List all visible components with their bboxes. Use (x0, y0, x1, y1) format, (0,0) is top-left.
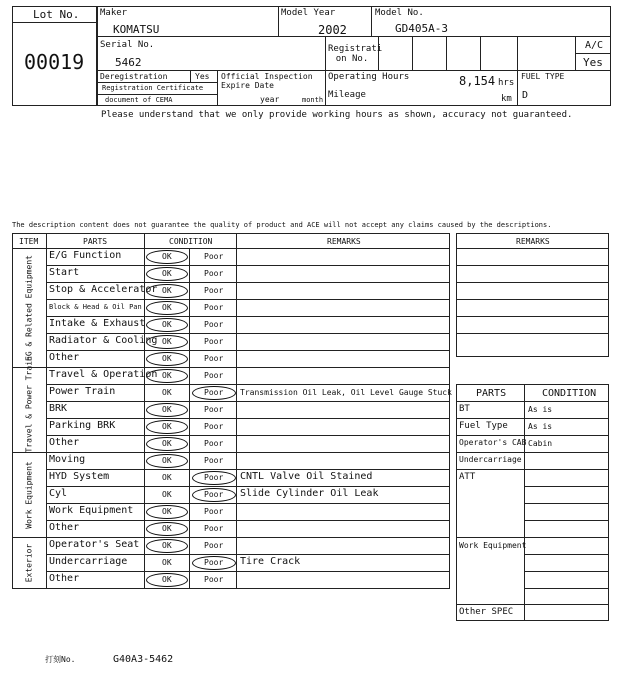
part-label: Start (49, 267, 80, 278)
group-label: Travel & Power Train (24, 355, 33, 452)
cema-label: document of CEMA (105, 96, 173, 104)
ac-value: Yes (583, 56, 603, 69)
remark-text: Slide Cylinder Oil Leak (240, 488, 379, 499)
header-remarks: REMARKS (327, 237, 361, 246)
poor-selected-mark (192, 386, 236, 400)
ok-label: OK (162, 269, 172, 278)
poor-label: Poor (204, 575, 224, 584)
poor-label: Poor (204, 524, 224, 533)
ok-label: OK (162, 524, 172, 533)
row-divider (46, 265, 450, 266)
hours-note: Please understand that we only provide working hours as shown, accuracy not guaranteed. (101, 110, 573, 120)
registration-label: Registrati on No. (328, 44, 383, 65)
spec-part-bt: BT (459, 404, 470, 414)
maker-value: KOMATSU (113, 23, 160, 36)
group-label: Exterior (24, 543, 33, 582)
ok-selected-mark (146, 250, 188, 264)
spec-cond-operator-cab: Cabin (528, 439, 553, 448)
disclaimer: The description content does not guarantee the quality of product and ACE will not accept any claims caused by the descriptions. (12, 221, 552, 229)
ok-selected-mark (146, 335, 188, 349)
ok-label: OK (162, 558, 172, 567)
row-divider (46, 418, 450, 419)
ok-label: OK (162, 541, 172, 550)
row-divider (46, 469, 450, 470)
poor-label: Poor (204, 439, 224, 448)
spec-part-work-equipment: Work Equipment (459, 541, 527, 550)
spec-cond-bt: As is (528, 405, 553, 414)
deregistration-label: Deregistration (100, 72, 168, 81)
part-label: E/G Function (49, 250, 122, 261)
ok-selected-mark (146, 505, 188, 519)
part-label: Other (49, 437, 80, 448)
fuel-type-value: D (522, 90, 529, 101)
operating-hours-value: 8,154 (459, 74, 496, 88)
mileage-label: Mileage (328, 90, 366, 100)
serial-value: 5462 (115, 56, 142, 69)
poor-label: Poor (204, 320, 224, 329)
lot-number: 00019 (24, 50, 85, 74)
serial-label: Serial No. (100, 40, 155, 50)
ok-label: OK (162, 456, 172, 465)
spec-part-att: ATT (459, 472, 476, 482)
stamp-number: G40A3-5462 (113, 654, 174, 665)
poor-label: Poor (204, 558, 224, 567)
ok-selected-mark (146, 539, 188, 553)
part-label: Radiator & Cooling (49, 335, 158, 346)
ok-label: OK (162, 303, 172, 312)
poor-label: Poor (204, 422, 224, 431)
group-divider (12, 452, 450, 453)
row-divider (46, 401, 450, 402)
ok-label: OK (162, 354, 172, 363)
ok-selected-mark (146, 454, 188, 468)
remark-text: Transmission Oil Leak, Oil Level Gauge Stuck (240, 388, 452, 397)
ok-label: OK (162, 320, 172, 329)
poor-label: Poor (204, 473, 224, 482)
remark-text: Tire Crack (240, 556, 301, 567)
operating-hours-label: Operating Hours (328, 72, 410, 82)
row-divider (46, 333, 450, 334)
group-divider (12, 588, 450, 589)
poor-selected-mark (192, 471, 236, 485)
poor-label: Poor (204, 490, 224, 499)
inspection-label: Official Inspection Expire Date (221, 72, 313, 91)
row-divider (46, 503, 450, 504)
row-divider (46, 486, 450, 487)
ok-selected-mark (146, 573, 188, 587)
poor-label: Poor (204, 371, 224, 380)
fuel-type-label: FUEL TYPE (521, 72, 565, 81)
part-label: Parking BRK (49, 420, 116, 431)
ok-selected-mark (146, 318, 188, 332)
year-label: year (260, 95, 280, 104)
spec-part-other-spec: Other SPEC (459, 607, 514, 617)
part-label: Operator's Seat (49, 539, 140, 550)
ok-label: OK (162, 422, 172, 431)
poor-label: Poor (204, 405, 224, 414)
group-label: Work Equipment (24, 460, 33, 529)
ok-selected-mark (146, 267, 188, 281)
poor-label: Poor (204, 456, 224, 465)
part-label: Other (49, 573, 80, 584)
row-divider (46, 520, 450, 521)
part-label: Work Equipment (49, 505, 134, 516)
poor-label: Poor (204, 303, 224, 312)
part-label: Block & Head & Oil Pan (49, 303, 142, 311)
ok-selected-mark (146, 284, 188, 298)
month-label: month (302, 96, 324, 104)
part-label: Undercarriage (49, 556, 128, 567)
ok-label: OK (162, 337, 172, 346)
ok-label: OK (162, 405, 172, 414)
ok-label: OK (162, 490, 172, 499)
group-divider (12, 367, 450, 368)
part-label: HYD System (49, 471, 110, 482)
poor-label: Poor (204, 354, 224, 363)
ok-label: OK (162, 473, 172, 482)
ok-label: OK (162, 507, 172, 516)
maker-label: Maker (100, 8, 128, 18)
part-label: Stop & Accelerator (49, 284, 158, 295)
part-label: Power Train (49, 386, 116, 397)
row-divider (46, 384, 450, 385)
ok-selected-mark (146, 369, 188, 383)
poor-label: Poor (204, 388, 224, 397)
spec-header-condition: CONDITION (542, 388, 597, 399)
poor-selected-mark (192, 556, 236, 570)
part-label: BRK (49, 403, 68, 414)
group-divider (12, 537, 450, 538)
poor-label: Poor (204, 252, 224, 261)
row-divider (46, 299, 450, 300)
ok-selected-mark (146, 352, 188, 366)
right-remarks-header: REMARKS (516, 237, 550, 246)
part-label: Intake & Exhaust (49, 318, 146, 329)
spec-part-fuel-type: Fuel Type (459, 421, 508, 431)
ok-label: OK (162, 371, 172, 380)
registration-certificate-label: Registration Certificate (102, 84, 204, 92)
row-divider (46, 282, 450, 283)
poor-label: Poor (204, 337, 224, 346)
row-divider (46, 435, 450, 436)
ok-label: OK (162, 252, 172, 261)
model-year-value: 2002 (318, 23, 347, 37)
poor-label: Poor (204, 541, 224, 550)
deregistration-value: Yes (195, 72, 210, 81)
row-divider (46, 350, 450, 351)
part-label: Cyl (49, 488, 68, 499)
part-label: Travel & Operation (49, 369, 158, 380)
ac-label: A/C (585, 40, 604, 51)
part-label: Moving (49, 454, 86, 465)
km-label: km (501, 94, 512, 104)
group-label: EG & Related Equipment (24, 254, 33, 361)
part-label: Other (49, 352, 80, 363)
hrs-label: hrs (498, 78, 515, 88)
ok-selected-mark (146, 437, 188, 451)
model-year-label: Model Year (281, 8, 336, 18)
row-divider (46, 571, 450, 572)
remark-text: CNTL Valve Oil Stained (240, 471, 373, 482)
model-no-value: GD405A-3 (395, 22, 448, 35)
ok-selected-mark (146, 301, 188, 315)
ok-label: OK (162, 388, 172, 397)
stamp-label: 打刻No. (45, 655, 76, 664)
ok-selected-mark (146, 403, 188, 417)
spec-cond-fuel-type: As is (528, 422, 553, 431)
spec-header-parts: PARTS (476, 388, 507, 399)
row-divider (46, 316, 450, 317)
part-label: Other (49, 522, 80, 533)
ok-label: OK (162, 286, 172, 295)
header-condition: CONDITION (169, 237, 213, 246)
header-parts: PARTS (83, 237, 108, 246)
header-item: ITEM (19, 237, 39, 246)
ok-selected-mark (146, 522, 188, 536)
lot-label: Lot No. (33, 8, 80, 21)
ok-label: OK (162, 575, 172, 584)
ok-label: OK (162, 439, 172, 448)
poor-label: Poor (204, 507, 224, 516)
poor-selected-mark (192, 488, 236, 502)
poor-label: Poor (204, 286, 224, 295)
ok-selected-mark (146, 420, 188, 434)
spec-part-operator-cab: Operator's CAB (459, 438, 527, 447)
spec-part-undercarriage: Undercarriage (459, 455, 522, 464)
poor-label: Poor (204, 269, 224, 278)
row-divider (46, 554, 450, 555)
model-no-label: Model No. (375, 8, 424, 18)
